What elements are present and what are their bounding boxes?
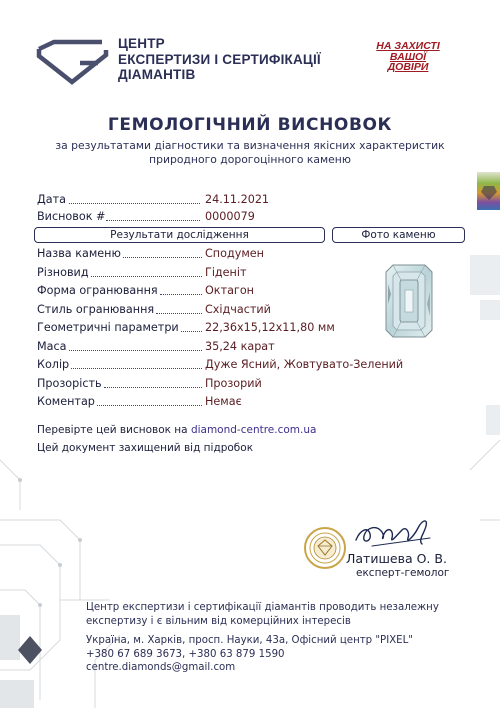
official-seal-icon <box>303 526 347 570</box>
conclusion-number-value: 0000079 <box>205 210 255 223</box>
dot-leader <box>69 203 200 204</box>
dot-leader <box>160 294 202 295</box>
signature-graphic <box>352 510 438 550</box>
result-row <box>37 266 337 280</box>
result-value: 22,36x15,12x11,80 мм <box>205 321 335 334</box>
photo-header: Фото каменю <box>332 227 465 243</box>
dot-leader <box>156 313 202 314</box>
verify-note <box>37 423 316 437</box>
result-label: Маса <box>37 339 67 353</box>
organization-name-line3: ДІАМАНТІВ <box>118 67 196 82</box>
result-row <box>37 340 337 354</box>
diamond-logo-icon <box>36 39 110 85</box>
result-row <box>37 321 337 335</box>
expert-name: Латишева О. В. <box>346 551 447 566</box>
dot-leader <box>106 220 200 221</box>
result-value: Октагон <box>205 284 254 297</box>
result-row <box>37 303 337 317</box>
footer-statement-line1: Центр експертизи і сертифікації діамантів проводить незалежну <box>86 602 439 613</box>
footer-statement <box>86 601 439 628</box>
verify-prefix: Перевірте цей висновок на <box>37 424 191 436</box>
gem-photo <box>385 264 433 338</box>
result-row <box>37 247 337 261</box>
organization-name-line1: ЦЕНТР <box>118 36 165 51</box>
footer-contacts <box>86 634 413 675</box>
footer-email[interactable]: centre.diamonds@gmail.com <box>86 662 236 673</box>
organization-name <box>118 36 321 83</box>
footer-address: Україна, м. Харків, просп. Науки, 43а, Офісний центр "PIXEL" <box>86 635 413 646</box>
conclusion-number-label: Висновок # <box>37 210 106 223</box>
dot-leader <box>97 405 202 406</box>
result-value: Дуже Ясний, Жовтувато-Зелений <box>205 358 404 371</box>
conclusion-number-row <box>37 210 337 224</box>
organization-name-line2: ЕКСПЕРТИЗИ І СЕРТИФІКАЦІЇ <box>118 51 321 67</box>
result-value: Немає <box>205 395 242 408</box>
date-label: Дата <box>37 193 66 206</box>
expert-role: експерт-гемолог <box>356 567 450 579</box>
slogan-line3: ДОВІРИ <box>387 61 429 73</box>
slogan <box>362 41 454 73</box>
document-title: ГЕМОЛОГІЧНИЙ ВИСНОВОК <box>107 115 393 135</box>
result-value: Гіденіт <box>205 265 247 279</box>
date-row <box>37 193 337 207</box>
result-row <box>37 377 337 391</box>
slogan-line2: ВАШОЇ <box>389 50 427 63</box>
result-value: Східчастий <box>205 302 271 316</box>
verify-link[interactable]: diamond-centre.com.ua <box>190 424 317 436</box>
dot-leader <box>123 257 202 258</box>
result-label: Різновид <box>37 265 89 279</box>
result-label: Геометричні параметри <box>37 321 179 334</box>
result-label: Колір <box>37 358 70 371</box>
footer-phones: +380 67 689 3673, +380 63 879 1590 <box>86 648 285 660</box>
footer-statement-line2: експертизу і є вільним від комерційних інтересів <box>86 615 351 627</box>
document-subtitle <box>0 139 500 167</box>
result-row <box>37 284 337 298</box>
protection-note: Цей документ захищений від підробок <box>37 442 254 454</box>
dot-leader <box>91 276 202 277</box>
result-value: 35,24 карат <box>205 339 275 353</box>
result-label: Назва каменю <box>37 247 121 260</box>
result-label: Форма огранювання <box>37 284 158 297</box>
dot-leader <box>104 387 202 388</box>
result-value: Прозорий <box>205 376 262 390</box>
subtitle-line2: природного дорогоцінного каменю <box>149 153 351 166</box>
dot-leader <box>71 368 202 369</box>
dot-leader <box>181 331 202 332</box>
result-label: Прозорість <box>37 376 102 390</box>
date-value: 24.11.2021 <box>205 193 270 206</box>
result-value: Сподумен <box>205 247 264 260</box>
result-label: Коментар <box>37 395 95 408</box>
result-row <box>37 395 337 409</box>
slogan-line1: НА ЗАХИСТІ <box>376 40 440 52</box>
result-row <box>37 358 404 372</box>
subtitle-line1: за результатами діагностики та визначення якісних характеристик <box>55 139 445 152</box>
results-header: Результати дослідження <box>34 227 325 243</box>
dot-leader <box>69 350 202 351</box>
result-label: Стиль огранювання <box>37 302 155 316</box>
